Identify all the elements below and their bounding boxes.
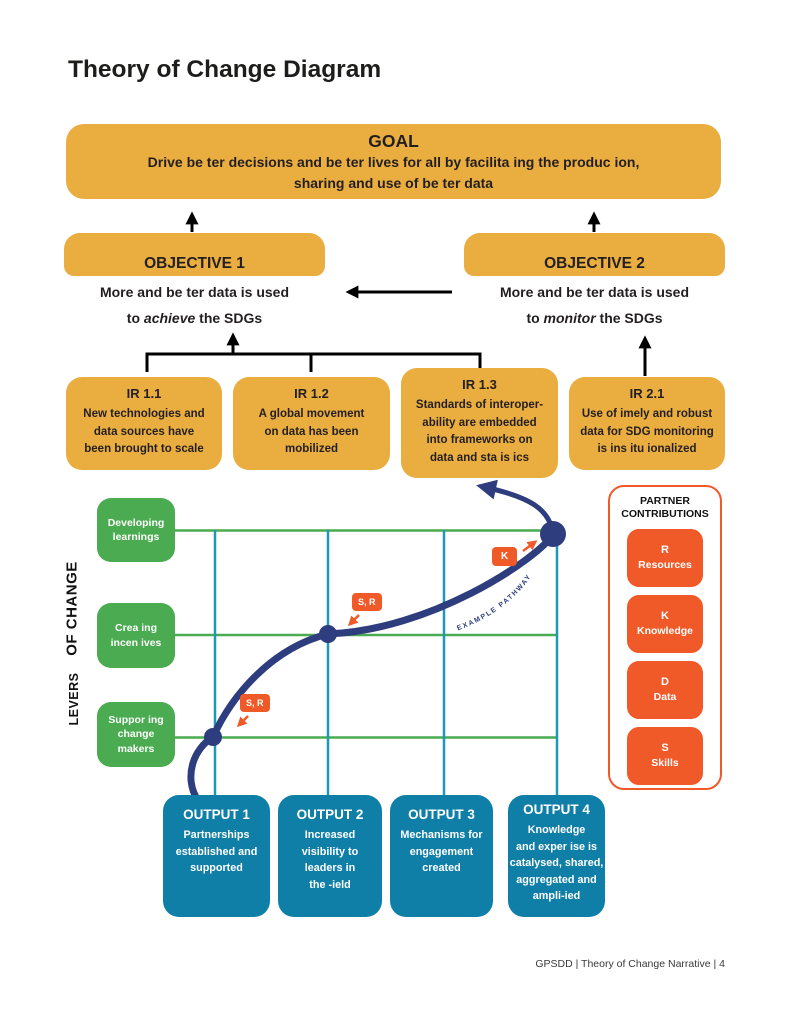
objective1-box [64,233,325,276]
partner-item-resources [627,529,703,587]
output4-line-text: ampli-ied [532,890,581,902]
pathway-tag-sr-2: S, R [352,593,382,611]
objective1-desc-pre: to [126,310,144,326]
ir-1-1-line: been brought to scale [84,443,204,455]
objective1-desc-emphasis: achieve [143,310,196,326]
pathway-tag-sr-1: S, R [240,694,270,712]
partner-items [610,529,720,785]
ir-2-1-line: Use of imely and robust [581,408,713,420]
partner-item-data [627,661,703,719]
lever-line: incen ives [110,636,162,649]
objective1-desc-line1: More and be ter data is used [99,284,290,300]
ir-1-3-line: into frameworks on [426,434,533,446]
output4-label: OUTPUT 4 [523,802,590,817]
output1-line-text: Partnerships [183,829,250,841]
output3-line-text: engagement [409,845,474,858]
output3-label: OUTPUT 3 [408,807,475,822]
ir-1-1-label: IR 1.1 [126,386,162,401]
objective2-desc-line1: More and be ter data is used [499,284,690,300]
partner-title-line1: PARTNER [640,495,690,507]
ir-1-3-line: Standards of interoper- [415,399,544,411]
pathway-exit-arrow [484,487,553,533]
ir-1-2-box [233,377,390,470]
goal-text-line1: Drive be ter decisions and be ter lives for all by facilita ing the produc ion, [147,154,640,170]
partner-contributions-title [610,495,720,521]
ir-1-3-line: data and sta is ics [429,451,530,464]
pathway-tag-k: K [492,547,517,566]
ir-1-1-line: data sources have [93,425,195,438]
ir-1-2-line: mobilized [284,443,339,455]
ir-2-1-box [569,377,725,470]
ir-1-1-line: New technologies and [83,408,205,420]
partner-item-label: Knowledge [636,625,693,637]
output1-label: OUTPUT 1 [183,807,250,822]
output1-line-text: supported [190,862,243,874]
partner-item-label: Skills [651,757,679,769]
lever-line: learnings [112,531,160,543]
goal-text-line2: sharing and use of be ter data [293,175,494,191]
output2-line-text: the -ield [309,878,351,891]
tag-sr1-pointer [239,716,248,725]
ir-1-3-label: IR 1.3 [462,377,497,392]
ir-1-3-line: ability are embedded [422,416,537,429]
pathway-curve [191,535,553,799]
ir-1-2-line: on data has been [264,425,359,438]
lever-line: change [117,728,155,741]
partner-item-skills [627,727,703,785]
ir-1-3-box [401,368,558,478]
output3-box [390,795,493,917]
output4-line-text: catalysed, shared, [509,857,604,869]
output1-line-text: established and [175,845,258,858]
ir-2-1-line: is ins itu ionalized [597,443,697,455]
ir-2-1-line: data for SDG monitoring [580,425,714,438]
pathway-node-3 [540,521,566,547]
page-title: Theory of Change Diagram [68,56,382,83]
objective2-box [464,233,725,276]
pathway-curve-label: EXAMPLE PATHWAY [456,572,534,633]
output2-box [278,795,382,917]
output4-line-text: and exper ise is [515,840,598,853]
tag-sr2-pointer [350,615,359,624]
output2-label: OUTPUT 2 [296,807,364,822]
partner-contributions-panel [608,485,722,790]
goal-label: GOAL [368,131,419,151]
lever-line: Suppor ing [108,713,164,726]
partner-item-code: K [661,610,669,622]
partner-item-knowledge [627,595,703,653]
objective1-label: OBJECTIVE 1 [144,255,245,272]
partner-item-label: Data [653,691,677,703]
pathway-node-2 [319,625,337,643]
objective2-desc-emphasis: monitor [543,310,596,326]
partner-item-code: S [661,742,669,754]
ir-2-1-label: IR 2.1 [629,386,665,401]
lever-line: Developing [107,516,165,529]
objective2-label: OBJECTIVE 2 [544,255,645,272]
output4-line-text: aggregated and [516,873,597,886]
partner-item-code: R [661,544,669,556]
levers-axis-label-of-change: OF CHANGE [63,561,81,656]
output3-line-text: Mechanisms for [400,829,483,841]
lever-developing-learnings [97,498,175,562]
ir-1-2-label: IR 1.2 [294,386,329,401]
output3-line-text: created [422,862,461,874]
objective1-desc-post: the SDGs [195,310,263,326]
goal-box [66,124,721,199]
lever-creating-incentives [97,603,175,668]
objective2-desc-post: the SDGs [595,310,663,326]
partner-item-code: D [661,676,669,688]
output2-line-text: visibility to [301,845,359,858]
output1-box [163,795,270,917]
output2-line-text: leaders in [304,862,356,874]
lever-line: makers [117,742,155,755]
output4-box [508,795,605,917]
output4-line-text: Knowledge [527,824,586,836]
ir-1-1-box [66,377,222,470]
pathway-node-1 [204,728,222,746]
output2-line-text: Increased [304,829,356,841]
page-footer: GPSDD | Theory of Change Narrative | 4 [535,958,725,970]
partner-title-line2: CONTRIBUTIONS [621,508,709,520]
objective2-desc-pre: to [526,310,544,326]
ir-1-2-line: A global movement [258,408,365,420]
lever-supporting-change-makers [97,702,175,767]
levers-axis-label-levers: LEVERS [67,672,81,726]
lever-line: Crea ing [114,622,157,634]
partner-item-label: Resources [638,559,692,571]
